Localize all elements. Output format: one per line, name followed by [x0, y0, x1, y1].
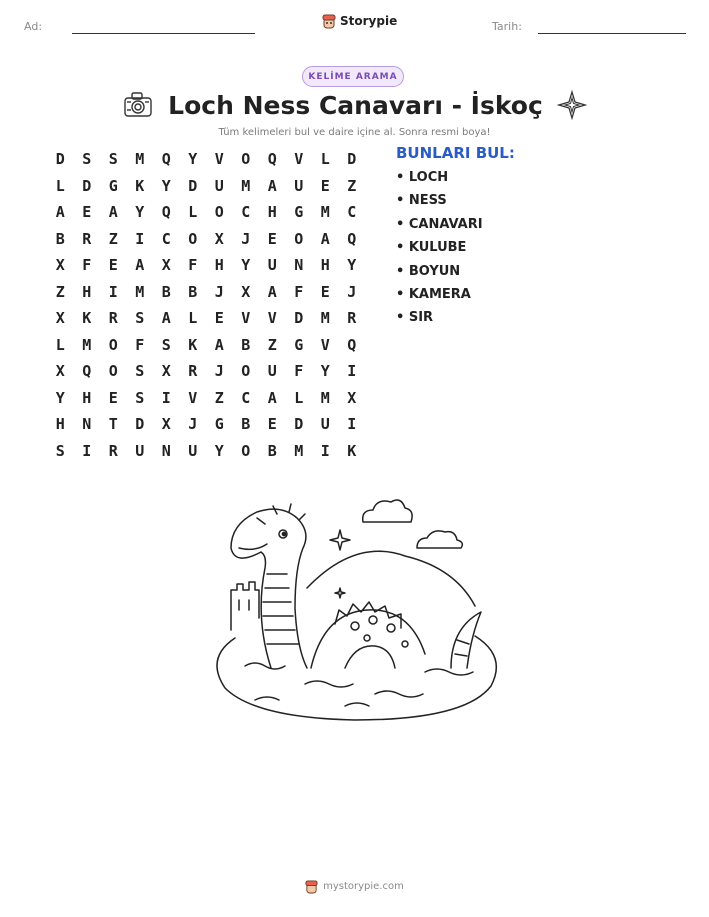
grid-letter[interactable]: H	[55, 415, 65, 434]
grid-letter[interactable]: Y	[161, 176, 171, 195]
grid-letter[interactable]: X	[214, 229, 224, 248]
word-item: • KULUBE	[396, 240, 483, 263]
grid-letter[interactable]: I	[108, 282, 118, 301]
grid-letter[interactable]: D	[294, 309, 304, 328]
grid-letter[interactable]: S	[55, 441, 65, 460]
grid-letter[interactable]: H	[214, 256, 224, 275]
grid-letter[interactable]: D	[347, 150, 357, 169]
grid-letter[interactable]: C	[241, 203, 251, 222]
grid-row	[47, 226, 365, 253]
grid-row	[47, 252, 365, 279]
grid-letter[interactable]: D	[294, 415, 304, 434]
grid-letter[interactable]: V	[241, 309, 251, 328]
grid-letter[interactable]: C	[347, 203, 357, 222]
grid-letter[interactable]: U	[188, 441, 198, 460]
grid-letter[interactable]: O	[214, 203, 224, 222]
grid-letter[interactable]: A	[214, 335, 224, 354]
grid-letter[interactable]: S	[135, 362, 145, 381]
grid-letter[interactable]: R	[347, 309, 357, 328]
grid-letter[interactable]: M	[294, 441, 304, 460]
page-title: Loch Ness Canavarı - İskoç	[168, 90, 543, 120]
grid-letter[interactable]: O	[241, 441, 251, 460]
grid-letter[interactable]: X	[161, 256, 171, 275]
grid-letter[interactable]: I	[347, 362, 357, 381]
grid-letter[interactable]: E	[267, 229, 277, 248]
sparkle-icon	[335, 588, 345, 598]
grid-letter[interactable]: B	[188, 282, 198, 301]
grid-letter[interactable]: A	[267, 388, 277, 407]
grid-letter[interactable]: Y	[241, 256, 251, 275]
grid-letter[interactable]: J	[347, 282, 357, 301]
activity-badge: KELİME ARAMA	[302, 66, 404, 87]
grid-letter[interactable]: V	[294, 150, 304, 169]
grid-letter[interactable]: D	[82, 176, 92, 195]
grid-row	[47, 411, 365, 438]
word-item: • SIR	[396, 310, 483, 333]
grid-letter[interactable]: F	[294, 282, 304, 301]
grid-row	[47, 438, 365, 465]
grid-letter[interactable]: Y	[320, 362, 330, 381]
grid-letter[interactable]: I	[320, 441, 330, 460]
grid-letter[interactable]: S	[108, 150, 118, 169]
grid-letter[interactable]: C	[241, 388, 251, 407]
grid-letter[interactable]: K	[347, 441, 357, 460]
grid-letter[interactable]: S	[161, 335, 171, 354]
cloud-icon	[363, 500, 412, 522]
grid-letter[interactable]: A	[108, 203, 118, 222]
grid-letter[interactable]: Z	[55, 282, 65, 301]
grid-letter[interactable]: O	[241, 150, 251, 169]
grid-letter[interactable]: M	[135, 150, 145, 169]
grid-letter[interactable]: S	[135, 309, 145, 328]
grid-letter[interactable]: K	[135, 176, 145, 195]
grid-letter[interactable]: Q	[161, 150, 171, 169]
grid-letter[interactable]: Y	[188, 150, 198, 169]
grid-letter[interactable]: M	[241, 176, 251, 195]
grid-letter[interactable]: A	[320, 229, 330, 248]
grid-letter[interactable]: V	[320, 335, 330, 354]
grid-letter[interactable]: Y	[347, 256, 357, 275]
grid-letter[interactable]: D	[55, 150, 65, 169]
grid-letter[interactable]: M	[320, 203, 330, 222]
grid-letter[interactable]: F	[294, 362, 304, 381]
grid-letter[interactable]: A	[161, 309, 171, 328]
brand-name: Storypie	[340, 14, 398, 28]
grid-letter[interactable]: D	[135, 415, 145, 434]
grid-letter[interactable]: K	[82, 309, 92, 328]
grid-letter[interactable]: Q	[82, 362, 92, 381]
grid-letter[interactable]: L	[320, 150, 330, 169]
grid-letter[interactable]: I	[82, 441, 92, 460]
date-label: Tarih:	[492, 20, 522, 33]
grid-letter[interactable]: E	[320, 176, 330, 195]
grid-letter[interactable]: Z	[267, 335, 277, 354]
grid-letter[interactable]: Z	[108, 229, 118, 248]
grid-letter[interactable]: O	[241, 362, 251, 381]
grid-letter[interactable]: V	[214, 150, 224, 169]
grid-row	[47, 279, 365, 306]
grid-letter[interactable]: G	[108, 176, 118, 195]
grid-letter[interactable]: I	[347, 415, 357, 434]
grid-row	[47, 385, 365, 412]
grid-letter[interactable]: X	[347, 388, 357, 407]
name-label: Ad:	[24, 20, 43, 33]
footer	[0, 879, 709, 894]
grid-letter[interactable]: U	[267, 256, 277, 275]
grid-letter[interactable]: S	[82, 150, 92, 169]
grid-letter[interactable]: U	[294, 176, 304, 195]
grid-letter[interactable]: A	[135, 256, 145, 275]
grid-letter[interactable]: B	[55, 229, 65, 248]
grid-letter[interactable]: U	[320, 415, 330, 434]
instructions: Tüm kelimeleri bul ve daire içine al. Sonra resmi boya!	[218, 127, 491, 138]
grid-letter[interactable]: I	[161, 388, 171, 407]
grid-letter[interactable]: U	[214, 176, 224, 195]
grid-letter[interactable]: U	[135, 441, 145, 460]
grid-letter[interactable]: X	[55, 256, 65, 275]
grid-letter[interactable]: H	[267, 203, 277, 222]
grid-letter[interactable]: E	[108, 388, 118, 407]
grid-letter[interactable]: M	[320, 309, 330, 328]
grid-letter[interactable]: L	[294, 388, 304, 407]
grid-letter[interactable]: J	[214, 362, 224, 381]
grid-letter[interactable]: O	[294, 229, 304, 248]
grid-letter[interactable]: Q	[347, 229, 357, 248]
grid-letter[interactable]: X	[55, 362, 65, 381]
grid-letter[interactable]: V	[188, 388, 198, 407]
grid-row	[47, 332, 365, 359]
grid-letter[interactable]: N	[82, 415, 92, 434]
grid-letter[interactable]: F	[188, 256, 198, 275]
grid-letter[interactable]: X	[161, 415, 171, 434]
grid-letter[interactable]: B	[267, 441, 277, 460]
grid-letter[interactable]: F	[135, 335, 145, 354]
grid-letter[interactable]: C	[161, 229, 171, 248]
grid-letter[interactable]: B	[161, 282, 171, 301]
grid-letter[interactable]: E	[82, 203, 92, 222]
grid-letter[interactable]: M	[320, 388, 330, 407]
grid-letter[interactable]: A	[267, 176, 277, 195]
word-item: • CANAVARI	[396, 217, 483, 240]
grid-letter[interactable]: F	[82, 256, 92, 275]
grid-letter[interactable]: B	[241, 415, 251, 434]
grid-row	[47, 173, 365, 200]
grid-letter[interactable]: L	[188, 203, 198, 222]
grid-letter[interactable]: O	[108, 362, 118, 381]
grid-letter[interactable]: T	[108, 415, 118, 434]
grid-letter[interactable]: A	[55, 203, 65, 222]
grid-letter[interactable]: O	[188, 229, 198, 248]
grid-letter[interactable]: Z	[214, 388, 224, 407]
grid-letter[interactable]: R	[188, 362, 198, 381]
grid-letter[interactable]: K	[188, 335, 198, 354]
storypie-logo-icon	[305, 879, 318, 894]
loch-ness-coloring-illustration	[195, 488, 515, 728]
title-row	[0, 90, 709, 120]
grid-letter[interactable]: G	[294, 335, 304, 354]
grid-letter[interactable]: J	[188, 415, 198, 434]
grid-row	[47, 146, 365, 173]
grid-letter[interactable]: L	[188, 309, 198, 328]
grid-letter[interactable]: V	[267, 309, 277, 328]
grid-row	[47, 199, 365, 226]
word-list	[396, 170, 483, 334]
grid-letter[interactable]: Q	[267, 150, 277, 169]
grid-letter[interactable]: I	[135, 229, 145, 248]
grid-letter[interactable]: X	[161, 362, 171, 381]
word-item: • BOYUN	[396, 264, 483, 287]
grid-letter[interactable]: Q	[161, 203, 171, 222]
grid-letter[interactable]: D	[188, 176, 198, 195]
date-line	[538, 33, 686, 34]
grid-letter[interactable]: U	[267, 362, 277, 381]
grid-letter[interactable]: E	[214, 309, 224, 328]
grid-letter[interactable]: Q	[347, 335, 357, 354]
cloud-icon	[417, 531, 462, 548]
grid-letter[interactable]: M	[82, 335, 92, 354]
grid-letter[interactable]: X	[55, 309, 65, 328]
grid-letter[interactable]: L	[55, 335, 65, 354]
grid-letter[interactable]: H	[82, 388, 92, 407]
grid-letter[interactable]: R	[82, 229, 92, 248]
storypie-logo-icon	[322, 13, 336, 29]
grid-letter[interactable]: N	[161, 441, 171, 460]
grid-letter[interactable]: O	[108, 335, 118, 354]
word-item: • NESS	[396, 193, 483, 216]
grid-letter[interactable]: A	[267, 282, 277, 301]
grid-row	[47, 305, 365, 332]
grid-letter[interactable]: J	[241, 229, 251, 248]
grid-letter[interactable]: B	[241, 335, 251, 354]
grid-letter[interactable]: Z	[347, 176, 357, 195]
grid-letter[interactable]: R	[108, 309, 118, 328]
word-search-grid	[47, 146, 365, 464]
grid-letter[interactable]: H	[320, 256, 330, 275]
grid-letter[interactable]: L	[55, 176, 65, 195]
word-item: • KAMERA	[396, 287, 483, 310]
grid-letter[interactable]: E	[320, 282, 330, 301]
grid-row	[47, 358, 365, 385]
footer-url: mystorypie.com	[323, 881, 404, 892]
grid-letter[interactable]: Y	[214, 441, 224, 460]
grid-letter[interactable]: G	[294, 203, 304, 222]
grid-letter[interactable]: S	[135, 388, 145, 407]
grid-letter[interactable]: Y	[135, 203, 145, 222]
brand	[322, 13, 397, 29]
sparkle-icon	[330, 530, 350, 550]
grid-letter[interactable]: N	[294, 256, 304, 275]
grid-letter[interactable]: M	[135, 282, 145, 301]
grid-letter[interactable]: R	[108, 441, 118, 460]
grid-letter[interactable]: G	[214, 415, 224, 434]
find-list-title: BUNLARI BUL:	[396, 144, 515, 162]
grid-letter[interactable]: E	[267, 415, 277, 434]
name-line	[72, 33, 255, 34]
sparkle-icon	[557, 90, 587, 120]
camera-icon	[122, 90, 154, 120]
grid-letter[interactable]: X	[241, 282, 251, 301]
grid-letter[interactable]: E	[108, 256, 118, 275]
grid-letter[interactable]: H	[82, 282, 92, 301]
word-item: • LOCH	[396, 170, 483, 193]
grid-letter[interactable]: J	[214, 282, 224, 301]
grid-letter[interactable]: Y	[55, 388, 65, 407]
